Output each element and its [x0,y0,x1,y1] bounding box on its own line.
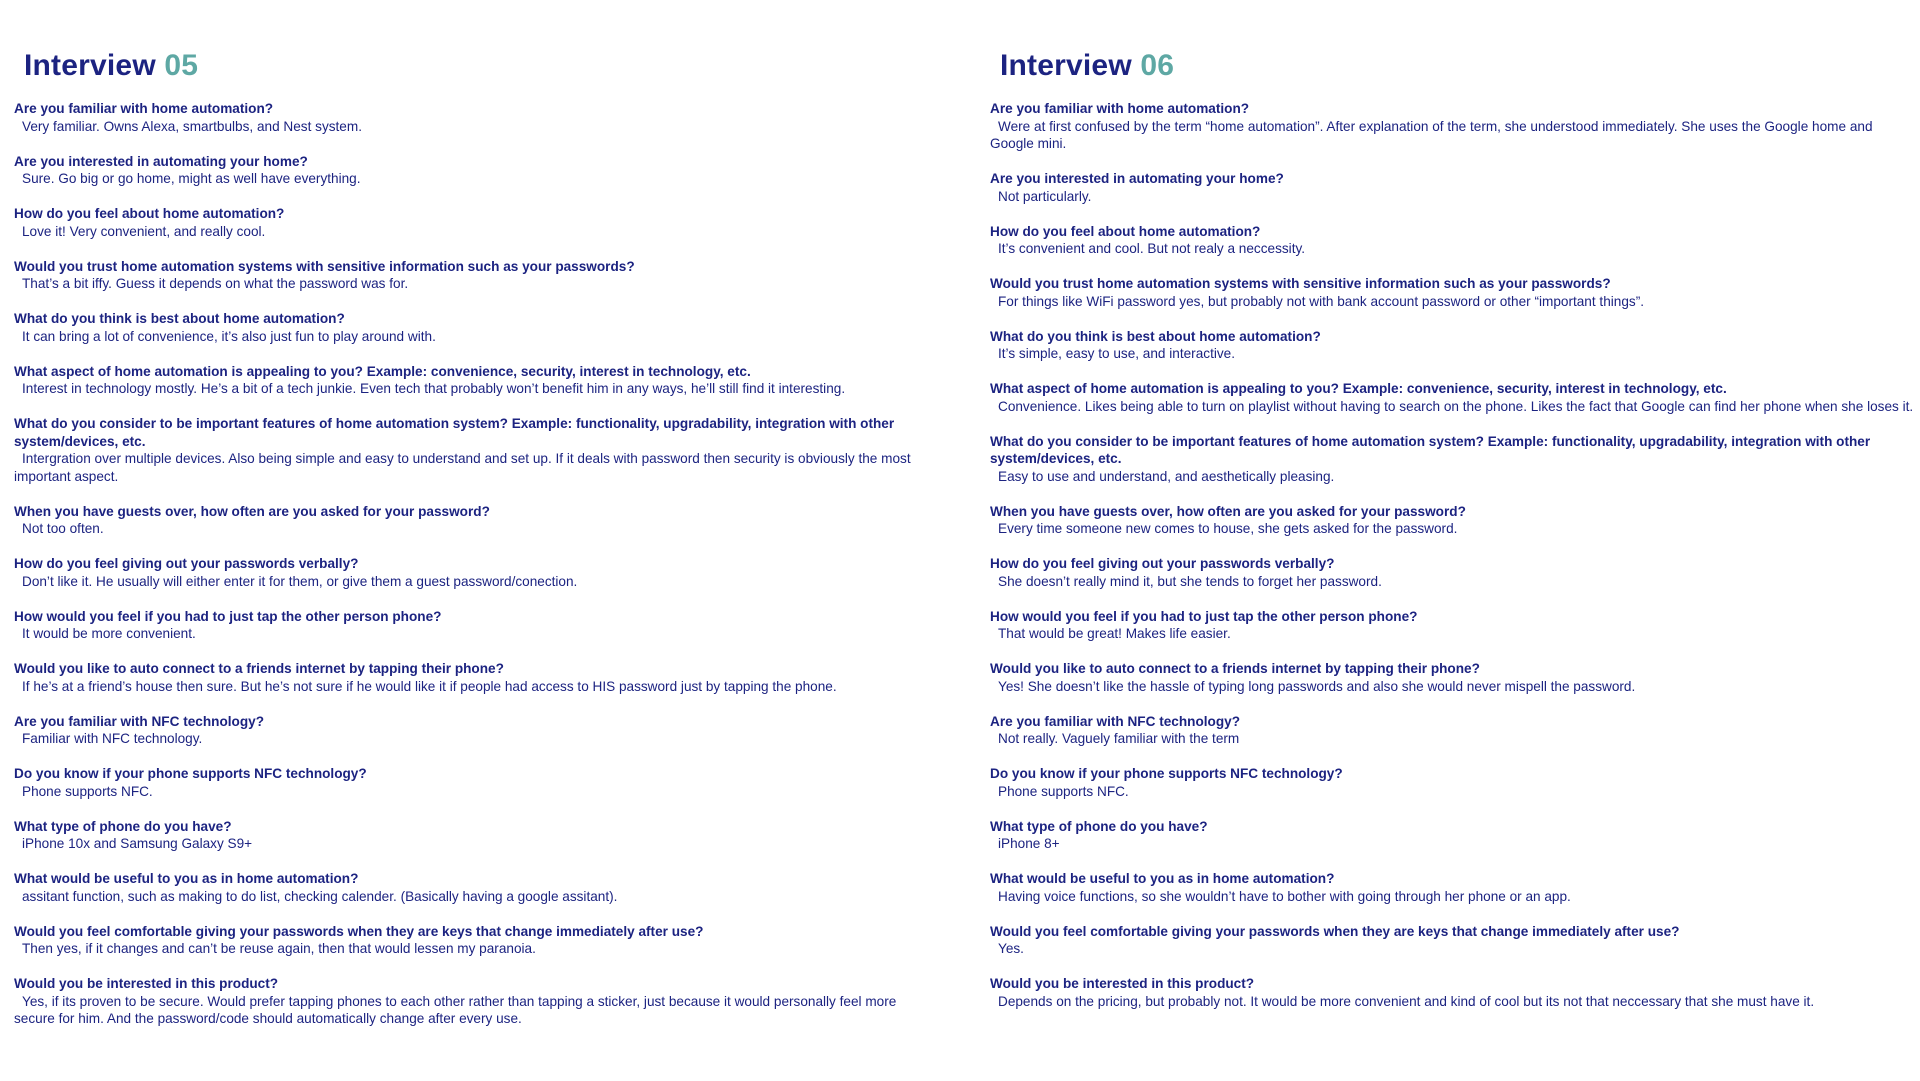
interview-05-column [14,46,934,1045]
answer: Depends on the pricing, but probably not. It would be more convenient and kind of cool but its not that neccessary that she must have it. [998,993,1815,1009]
question: What do you consider to be important features of home automation system? Example: functionality, upgradability, integration with other system/devices, etc. [990,433,1871,466]
answer: It’s convenient and cool. But not realy a neccessity. [998,241,1306,256]
question: How do you feel giving out your passwords verbally? [14,556,359,571]
answer: Not particularly. [998,188,1092,204]
question: What do you consider to be important features of home automation system? Example: functionality, upgradability, integration with other system/devices, etc. [14,416,895,449]
qa-item [990,503,1915,538]
question: Are you familiar with home automation? [990,101,1250,116]
question: Would you feel comfortable giving your passwords when they are keys that change immediately after use? [14,923,704,939]
question: What aspect of home automation is appealing to you? Example: convenience, security, interest in technology, etc. [990,381,1727,396]
question: Would you feel comfortable giving your passwords when they are keys that change immediately after use? [990,923,1680,939]
answer: It can bring a lot of convenience, it’s also just fun to play around with. [22,328,436,344]
question: Are you familiar with home automation? [14,101,274,116]
answer: If he’s at a friend’s house then sure. But he’s not sure if he would like it if people had access to HIS password just by tapping the phone. [22,678,837,694]
qa-item [14,713,934,748]
answer: It would be more convenient. [22,626,196,641]
answer: Sure. Go big or go home, might as well have everything. [22,171,361,186]
answer: Intergration over multiple devices. Also being simple and easy to understand and set up. If it deals with password then security is obviously the most important aspect. [14,451,911,484]
answer: iPhone 8+ [998,836,1060,851]
answer: Phone supports NFC. [22,783,153,799]
answer: Yes! She doesn’t like the hassle of typing long passwords and also she would never mispell the password. [998,678,1636,694]
qa-item [14,100,934,135]
question: Would you like to auto connect to a friends internet by tapping their phone? [14,661,504,676]
qa-item [14,870,934,905]
question: Do you know if your phone supports NFC technology? [14,766,367,781]
interview-05-title-number: 05 [164,49,199,82]
answer: Having voice functions, so she wouldn’t have to bother with going through her phone or an app. [998,888,1571,904]
qa-item [990,223,1915,258]
answer: That’s a bit iffy. Guess it depends on what the password was for. [22,276,409,291]
answer: assitant function, such as making to do list, checking calender. (Basically having a google assitant). [22,888,618,904]
question: How do you feel about home automation? [14,206,285,221]
qa-item [990,555,1915,590]
qa-item [990,870,1915,905]
qa-item [990,433,1915,486]
interview-06-qa-list [990,100,1915,1010]
question: What would be useful to you as in home automation? [990,871,1335,886]
qa-item [14,503,934,538]
question: Would you trust home automation systems with sensitive information such as your passwords? [990,276,1611,291]
qa-item [14,555,934,590]
qa-item [14,310,934,345]
interview-05-qa-list [14,100,934,1028]
question: Would you be interested in this product? [14,976,279,991]
answer: Love it! Very convenient, and really cool. [22,223,266,239]
qa-item [14,608,934,643]
interview-05-title [24,46,934,86]
interview-06-title [1000,46,1915,86]
qa-item [990,170,1915,205]
question: How do you feel giving out your passwords verbally? [990,556,1335,571]
question: Would you be interested in this product? [990,976,1255,991]
qa-item [990,713,1915,748]
answer: For things like WiFi password yes, but probably not with bank account password or other “important things”. [998,293,1644,309]
qa-item [14,765,934,800]
qa-item [990,923,1915,958]
answer: Easy to use and understand, and aesthetically pleasing. [998,468,1335,484]
qa-item [14,205,934,240]
answer: Phone supports NFC. [998,783,1129,799]
qa-item [990,275,1915,310]
qa-item [990,608,1915,643]
question: Are you familiar with NFC technology? [990,713,1240,729]
question: What do you think is best about home automation? [990,328,1321,344]
answer: Yes, if its proven to be secure. Would prefer tapping phones to each other rather than tapping a sticker, just because it would personally feel more secure for him. And the password/code should automatically change after every use. [14,993,897,1026]
question: Would you like to auto connect to a friends internet by tapping their phone? [990,661,1480,676]
interview-05-title-word: Interview [24,49,156,82]
question: What type of phone do you have? [990,818,1208,834]
answer: She doesn’t really mind it, but she tends to forget her password. [998,573,1382,589]
question: How do you feel about home automation? [990,223,1261,239]
answer: Yes. [998,941,1024,956]
qa-item [14,363,934,398]
question: When you have guests over, how often are you asked for your password? [990,503,1466,519]
answer: Every time someone new comes to house, she gets asked for the password. [998,521,1458,536]
question: Would you trust home automation systems with sensitive information such as your passwords? [14,258,635,274]
interview-06-title-word: Interview [1000,49,1132,82]
question: What would be useful to you as in home automation? [14,871,359,886]
question: What type of phone do you have? [14,818,232,834]
qa-item [990,975,1915,1010]
question: Are you interested in automating your home? [14,153,308,169]
answer: Don’t like it. He usually will either enter it for them, or give them a guest password/conection. [22,573,578,589]
qa-item [14,258,934,293]
qa-item [990,100,1915,153]
answer: Familiar with NFC technology. [22,731,203,746]
question: Do you know if your phone supports NFC technology? [990,766,1343,781]
answer: Convenience. Likes being able to turn on playlist without having to search on the phone. Likes the fact that Google can find her phone when she loses it. [998,398,1914,414]
answer: iPhone 10x and Samsung Galaxy S9+ [22,836,253,851]
qa-item [990,660,1915,695]
question: Are you familiar with NFC technology? [14,713,264,729]
answer: Not really. Vaguely familiar with the term [998,731,1240,746]
question: When you have guests over, how often are you asked for your password? [14,503,490,519]
question: How would you feel if you had to just tap the other person phone? [990,608,1418,624]
qa-item [990,765,1915,800]
qa-item [990,328,1915,363]
answer: That would be great! Makes life easier. [998,626,1231,641]
answer: Were at first confused by the term “home automation”. After explanation of the term, she understood immediately. She uses the Google home and Google mini. [990,118,1873,151]
qa-item [14,660,934,695]
question: What do you think is best about home automation? [14,311,345,326]
answer: Very familiar. Owns Alexa, smartbulbs, and Nest system. [22,118,362,134]
qa-item [990,380,1915,415]
answer: Interest in technology mostly. He’s a bit of a tech junkie. Even tech that probably won’t benefit him in any ways, he’ll still find it interesting. [22,381,846,396]
question: Are you interested in automating your home? [990,171,1284,186]
answer: It’s simple, easy to use, and interactive. [998,346,1236,361]
answer: Then yes, if it changes and can’t be reuse again, then that would lessen my paranoia. [22,941,536,956]
answer: Not too often. [22,521,104,536]
qa-item [14,975,934,1028]
question: How would you feel if you had to just tap the other person phone? [14,608,442,624]
qa-item [14,923,934,958]
qa-item [14,415,934,485]
interview-06-title-number: 06 [1140,49,1175,82]
interview-06-column [990,46,1915,1028]
qa-item [14,818,934,853]
qa-item [14,153,934,188]
question: What aspect of home automation is appealing to you? Example: convenience, security, interest in technology, etc. [14,363,751,379]
qa-item [990,818,1915,853]
